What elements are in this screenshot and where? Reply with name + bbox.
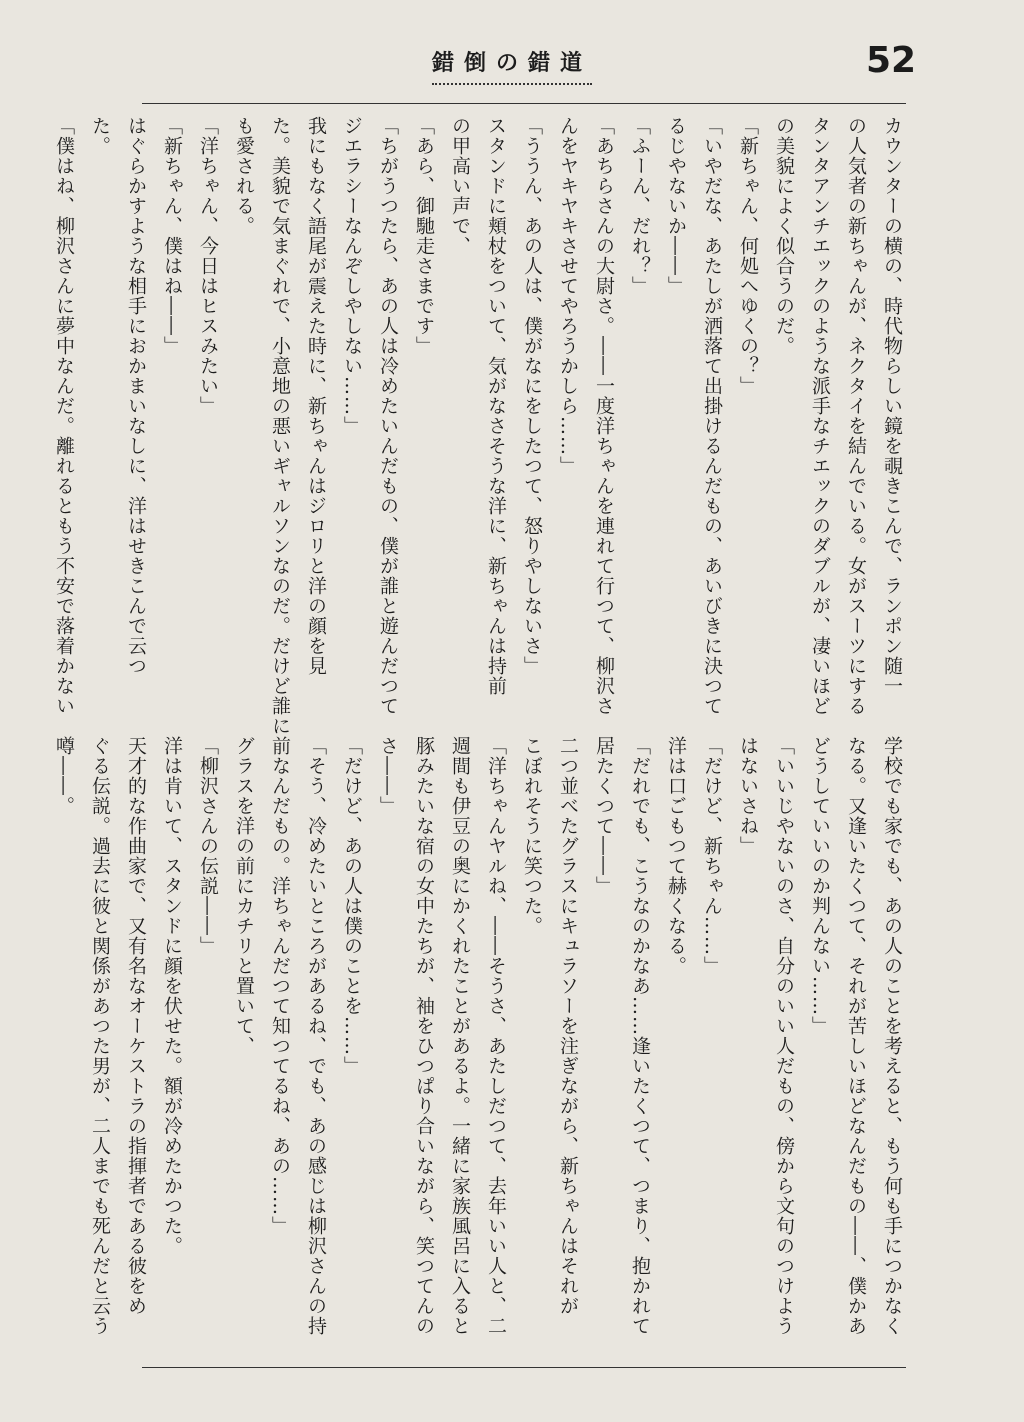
upper-text-block: [53, 116, 906, 736]
text-column: 「新ちゃん、何処へゆくの？」: [737, 116, 759, 396]
text-column: 「いいじやないのさ、自分のいい人だもの、傍から文句のつけよう: [773, 736, 795, 1336]
text-column: ぐる伝説。過去に彼と関係があつた男が、二人までも死んだと云う: [89, 736, 111, 1336]
text-column: 「だけど、あの人は僕のことを……」: [341, 736, 363, 1076]
text-column: はないさね」: [737, 736, 759, 856]
text-column: 豚みたいな宿の女中たちが、袖をひつぱり合いながら、笑つてんの: [413, 736, 435, 1336]
text-column: なる。又逢いたくつて、それが苦しいほどなんだもの――、僕かあ: [845, 736, 867, 1336]
text-column: 「僕はね、柳沢さんに夢中なんだ。離れるともう不安で落着かない: [53, 116, 75, 716]
text-column: どうしていいのか判んない……」: [809, 736, 831, 1036]
text-column: んをヤキヤキさせてやろうかしら……」: [557, 116, 579, 476]
text-column: 「洋ちゃん、今日はヒスみたい」: [197, 116, 219, 416]
text-column: の美貌によく似合うのだ。: [773, 116, 795, 356]
text-column: 「洋ちゃんヤルね、――そうさ、あたしだつて、去年いい人と、二: [485, 736, 507, 1336]
text-column: の人気者の新ちゃんが、ネクタイを結んでいる。女がスーツにする: [845, 116, 867, 716]
text-column: 洋は肯いて、スタンドに顔を伏せた。額が冷めたかつた。: [161, 736, 183, 1256]
page-number: 52: [866, 40, 917, 81]
text-column: 「あちらさんの大尉さ。――一度洋ちゃんを連れて行つて、柳沢さ: [593, 116, 615, 716]
text-column: ジエラシーなんぞしやしない……」: [341, 116, 363, 436]
text-column: 「いやだな、あたしが洒落て出掛けるんだもの、あいびきに決つて: [701, 116, 723, 716]
text-column: タンタアンチエックのような派手なチエックのダブルが、凄いほど: [809, 116, 831, 716]
text-column: の甲高い声で、: [449, 116, 471, 256]
lower-text-block: [53, 736, 906, 1356]
text-column: 「ちがうつたら、あの人は冷めたいんだもの、僕が誰と遊んだつて: [377, 116, 399, 716]
text-column: カウンターの横の、時代物らしい鏡を覗きこんで、ランポン随一: [881, 116, 903, 696]
text-column: 「柳沢さんの伝説――」: [197, 736, 219, 956]
text-column: 「ううん、あの人は、僕がなにをしたつて、怒りやしないさ」: [521, 116, 543, 676]
text-column: 噂――。: [53, 736, 75, 816]
text-column: た。: [89, 116, 111, 156]
text-column: グラスを洋の前にカチリと置いて、: [233, 736, 255, 1056]
text-column: た。美貌で気まぐれで、小意地の悪いギャルソンなのだ。だけど誰に: [269, 116, 291, 736]
text-column: 二つ並べたグラスにキュラソーを注ぎながら、新ちゃんはそれが: [557, 736, 579, 1316]
text-column: 「だれでも、こうなのかなあ……逢いたくつて、つまり、抱かれて: [629, 736, 651, 1336]
text-column: 「そう、冷めたいところがあるね、でも、あの感じは柳沢さんの持: [305, 736, 327, 1336]
text-column: さ――」: [377, 736, 399, 816]
text-column: 「新ちゃん、僕はね――」: [161, 116, 183, 356]
text-column: 「だけど、新ちゃん……」: [701, 736, 723, 976]
text-column: スタンドに頬杖をついて、気がなさそうな洋に、新ちゃんは持前: [485, 116, 507, 696]
text-column: はぐらかすような相手におかまいなしに、洋はせきこんで云つ: [125, 116, 147, 676]
text-column: るじやないか――」: [665, 116, 687, 296]
text-column: 前なんだもの。洋ちゃんだつて知つてるね、あの……」: [269, 736, 291, 1236]
text-column: 学校でも家でも、あの人のことを考えると、もう何も手につかなく: [881, 736, 903, 1336]
text-column: 天才的な作曲家で、又有名なオーケストラの指揮者である彼をめ: [125, 736, 147, 1316]
running-title: 錯倒の錯道: [432, 46, 592, 85]
text-column: 「ふーん、だれ？」: [629, 116, 651, 296]
text-column: 洋は口ごもつて赫くなる。: [665, 736, 687, 976]
text-column: も愛される。: [233, 116, 255, 236]
text-column: こぼれそうに笑つた。: [521, 736, 543, 936]
text-column: 居たくつて――」: [593, 736, 615, 896]
text-column: 「あら、御馳走さまです」: [413, 116, 435, 356]
text-frame: [53, 103, 906, 1368]
text-column: 我にもなく語尾が震えた時に、新ちゃんはジロリと洋の顔を見: [305, 116, 327, 676]
text-column: 週間も伊豆の奥にかくれたことがあるよ。一緒に家族風呂に入ると: [449, 736, 471, 1336]
